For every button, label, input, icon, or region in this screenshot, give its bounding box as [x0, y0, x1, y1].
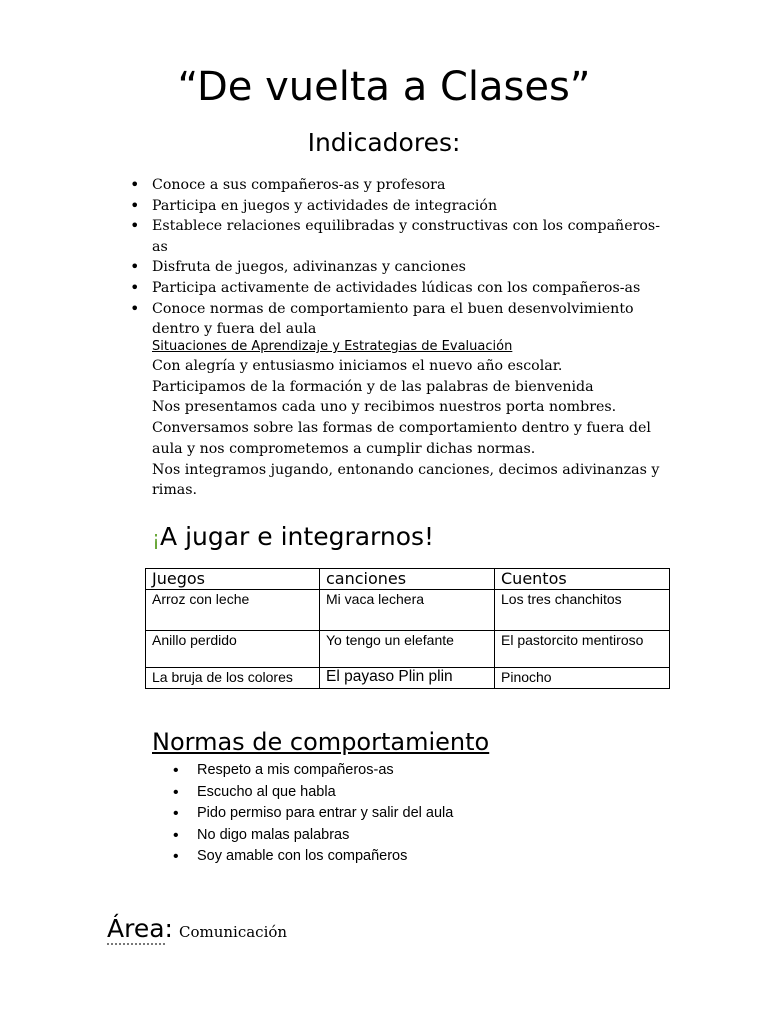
- indicator-item: • Disfruta de juegos, adivinanzas y canciones: [152, 257, 672, 278]
- table-cell: Yo tengo un elefante: [320, 631, 495, 668]
- indicator-item: • Conoce a sus compañeros-as y profesora: [152, 175, 672, 196]
- situations-heading: Situaciones de Aprendizaje y Estrategias de Evaluación: [152, 339, 513, 354]
- norms-heading: Normas de comportamiento: [152, 728, 490, 756]
- situation-line: Participamos de la formación y de las palabras de bienvenida: [152, 378, 594, 395]
- column-header-juegos: Juegos: [146, 569, 320, 590]
- situation-line: Nos integramos jugando, entonando canciones, decimos adivinanzas y rimas.: [152, 461, 660, 499]
- games-heading-text: A jugar e integrarnos!: [160, 522, 435, 551]
- indicator-item: • Participa en juegos y actividades de integración: [152, 196, 672, 217]
- column-header-canciones: canciones: [320, 569, 495, 590]
- table-cell: Pinocho: [495, 668, 670, 689]
- table-cell: Anillo perdido: [146, 631, 320, 668]
- table-row: [146, 668, 670, 689]
- games-table: [145, 568, 670, 689]
- column-header-cuentos: Cuentos: [495, 569, 670, 590]
- situations-section: [152, 338, 672, 501]
- indicator-item: • Establece relaciones equilibradas y constructivas con los compañeros-as: [152, 216, 672, 257]
- table-cell: La bruja de los colores: [146, 668, 320, 689]
- norm-item: • Escucho al que habla: [197, 782, 617, 804]
- games-heading-mark: ¡: [152, 526, 161, 550]
- table-cell: Los tres chanchitos: [495, 590, 670, 631]
- norm-item: • No digo malas palabras: [197, 825, 617, 847]
- indicator-item: • Participa activamente de actividades lúdicas con los compañeros-as: [152, 278, 672, 299]
- document-title: “De vuelta a Clases”: [177, 64, 591, 110]
- table-row: [146, 631, 670, 668]
- table-cell: El payaso Plin plin: [320, 668, 495, 689]
- area-colon: :: [164, 914, 173, 943]
- indicators-heading: Indicadores:: [307, 128, 461, 157]
- situation-line: Nos presentamos cada uno y recibimos nuestros porta nombres.: [152, 399, 617, 416]
- norm-item: • Soy amable con los compañeros: [197, 846, 617, 868]
- situations-text: [152, 356, 672, 501]
- situation-line: Conversamos sobre las formas de comportamiento dentro y fuera del aula y nos comprometemos a cumplir dichas normas.: [152, 420, 651, 457]
- norm-item: • Respeto a mis compañeros-as: [197, 760, 617, 782]
- area-label: Área: [107, 914, 165, 943]
- norms-list: [197, 760, 617, 868]
- situation-line: Con alegría y entusiasmo iniciamos el nuevo año escolar.: [152, 358, 563, 374]
- table-row: [146, 590, 670, 631]
- table-cell: Arroz con leche: [146, 590, 320, 631]
- norm-item: • Pido permiso para entrar y salir del aula: [197, 803, 617, 825]
- table-cell: El pastorcito mentiroso: [495, 631, 670, 668]
- indicators-list: [152, 175, 672, 340]
- table-header-row: [146, 569, 670, 590]
- area-value: Comunicación: [178, 923, 288, 941]
- area-line: [107, 912, 287, 946]
- games-heading: [152, 520, 434, 555]
- table-cell: Mi vaca lechera: [320, 590, 495, 631]
- indicator-item: • Conoce normas de comportamiento para el buen desenvolvimiento dentro y fuera del aula: [152, 299, 672, 340]
